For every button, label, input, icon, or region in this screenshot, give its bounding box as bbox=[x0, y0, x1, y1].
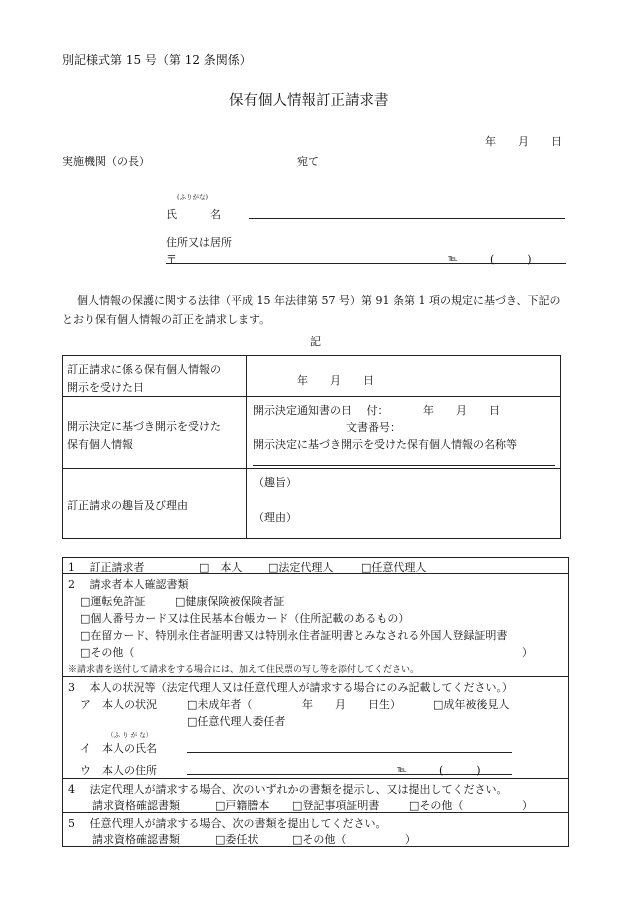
disclosed-info-name-field[interactable] bbox=[253, 465, 555, 466]
purpose-reason-label: 訂正請求の趣旨及び理由 bbox=[67, 499, 188, 512]
id-docs-label: 2 請求者本人確認書類 bbox=[68, 578, 189, 591]
disclosure-date-field[interactable]: 年 月 日 bbox=[297, 374, 374, 387]
page-title: 保有個人情報訂正請求書 bbox=[229, 93, 389, 109]
disclosed-info-label-1: 開示決定に基づき開示を受けた bbox=[67, 420, 221, 433]
checkbox-health-insurance[interactable]: □健康保険被保険者証 bbox=[175, 595, 285, 608]
furigana-label: (ふりがな) bbox=[177, 193, 209, 201]
notice-date-label: 開示決定通知書の日 付： bbox=[253, 404, 389, 417]
checkbox-legal-agent-other[interactable]: □その他（ bbox=[409, 799, 464, 812]
checkbox-other-id[interactable]: □その他（ bbox=[80, 646, 135, 659]
body-line-1: 個人情報の保護に関する法律（平成 15 年法律第 57 号）第 91 条第 1 項の規定に基づき、下記の bbox=[77, 294, 561, 307]
checkbox-voluntary-agent-other[interactable]: □その他（ bbox=[292, 833, 347, 846]
voluntary-agent-other-close: ） bbox=[405, 833, 416, 846]
tel-label: ℡ bbox=[448, 254, 458, 264]
disclosed-info-label-2: 保有個人情報 bbox=[67, 438, 133, 451]
disclosure-date-label-2: 開示を受けた日 bbox=[67, 381, 144, 394]
checkbox-legal-agent[interactable]: □法定代理人 bbox=[268, 561, 334, 574]
tel-field[interactable]: ( ) bbox=[490, 253, 532, 266]
principal-situation-label: ア 本人の状況 bbox=[80, 698, 157, 711]
principal-furigana-label: （ふ り が な） bbox=[107, 731, 153, 739]
checkbox-mynumber-card[interactable]: □個人番号カード又は住民基本台帳カード（住所記載のあるもの） bbox=[80, 612, 410, 625]
legal-agent-other-close: ） bbox=[522, 799, 533, 812]
address-label: 住所又は居所 bbox=[166, 236, 232, 249]
mail-note: ※請求書を送付して請求をする場合には、加えて住民票の写し等を添付してください。 bbox=[68, 665, 420, 675]
checkbox-self[interactable]: □ 本人 bbox=[199, 561, 243, 574]
date-field[interactable]: 年 月 日 bbox=[485, 135, 562, 148]
other-id-close: ） bbox=[522, 646, 533, 659]
checkbox-voluntary-principal[interactable]: □任意代理人委任者 bbox=[187, 715, 286, 728]
legal-agent-qualification-label: 請求資格確認書類 bbox=[92, 799, 180, 812]
voluntary-agent-docs-label: 5 任意代理人が請求する場合、次の書類を提出してください。 bbox=[68, 817, 387, 830]
principal-name-field[interactable] bbox=[187, 752, 512, 753]
checkbox-minor[interactable]: □未成年者（ bbox=[187, 698, 253, 711]
principal-name-label: イ 本人の氏名 bbox=[80, 742, 157, 755]
checkbox-registry-certificate[interactable]: □登記事項証明書 bbox=[292, 799, 380, 812]
name-field[interactable] bbox=[249, 218, 565, 219]
checkbox-family-register[interactable]: □戸籍謄本 bbox=[215, 799, 270, 812]
document-number-label: 文書番号： bbox=[346, 421, 401, 434]
form-number: 別記様式第 15 号（第 12 条関係） bbox=[62, 53, 252, 67]
addressee-label: 宛て bbox=[297, 155, 319, 168]
ki-label: 記 bbox=[310, 335, 321, 348]
notice-date-field[interactable]: 年 月 日 bbox=[423, 404, 500, 417]
principal-status-label: 3 本人の状況等（法定代理人又は任意代理人が請求する場合にのみ記載してください。） bbox=[68, 681, 513, 694]
body-line-2: とおり保有個人情報の訂正を請求します。 bbox=[62, 313, 271, 326]
purpose-field[interactable]: （趣旨） bbox=[253, 476, 297, 489]
principal-tel-field[interactable]: ( ) bbox=[439, 764, 481, 777]
legal-agent-docs-label: 4 法定代理人が請求する場合、次のいずれかの書類を提示し、又は提出してください。 bbox=[68, 783, 508, 796]
minor-birthdate-field[interactable]: 年 月 日生） bbox=[302, 698, 401, 711]
name-label: 氏 名 bbox=[166, 208, 221, 221]
postal-mark: 〒 bbox=[166, 253, 177, 266]
checkbox-residence-card[interactable]: □在留カード、特別永住者証明書又は特別永住者証明書とみなされる外国人登録証明書 bbox=[80, 629, 508, 642]
checkbox-adult-ward[interactable]: □成年被後見人 bbox=[433, 698, 510, 711]
disclosed-info-name-label: 開示決定に基づき開示を受けた保有個人情報の名称等 bbox=[253, 438, 517, 451]
checkbox-voluntary-agent[interactable]: □任意代理人 bbox=[361, 561, 427, 574]
checkbox-power-of-attorney[interactable]: □委任状 bbox=[215, 833, 259, 846]
disclosure-date-label-1: 訂正請求に係る保有個人情報の bbox=[67, 363, 221, 376]
principal-tel-label: ℡ bbox=[397, 765, 407, 775]
reason-field[interactable]: （理由） bbox=[253, 511, 297, 524]
checkbox-drivers-license[interactable]: □運転免許証 bbox=[80, 595, 146, 608]
voluntary-agent-qualification-label: 請求資格確認書類 bbox=[92, 833, 180, 846]
agency-label: 実施機関（の長） bbox=[62, 155, 150, 168]
requester-label: 1 訂正請求者 bbox=[68, 561, 145, 574]
principal-address-label: ウ 本人の住所 bbox=[80, 764, 157, 777]
